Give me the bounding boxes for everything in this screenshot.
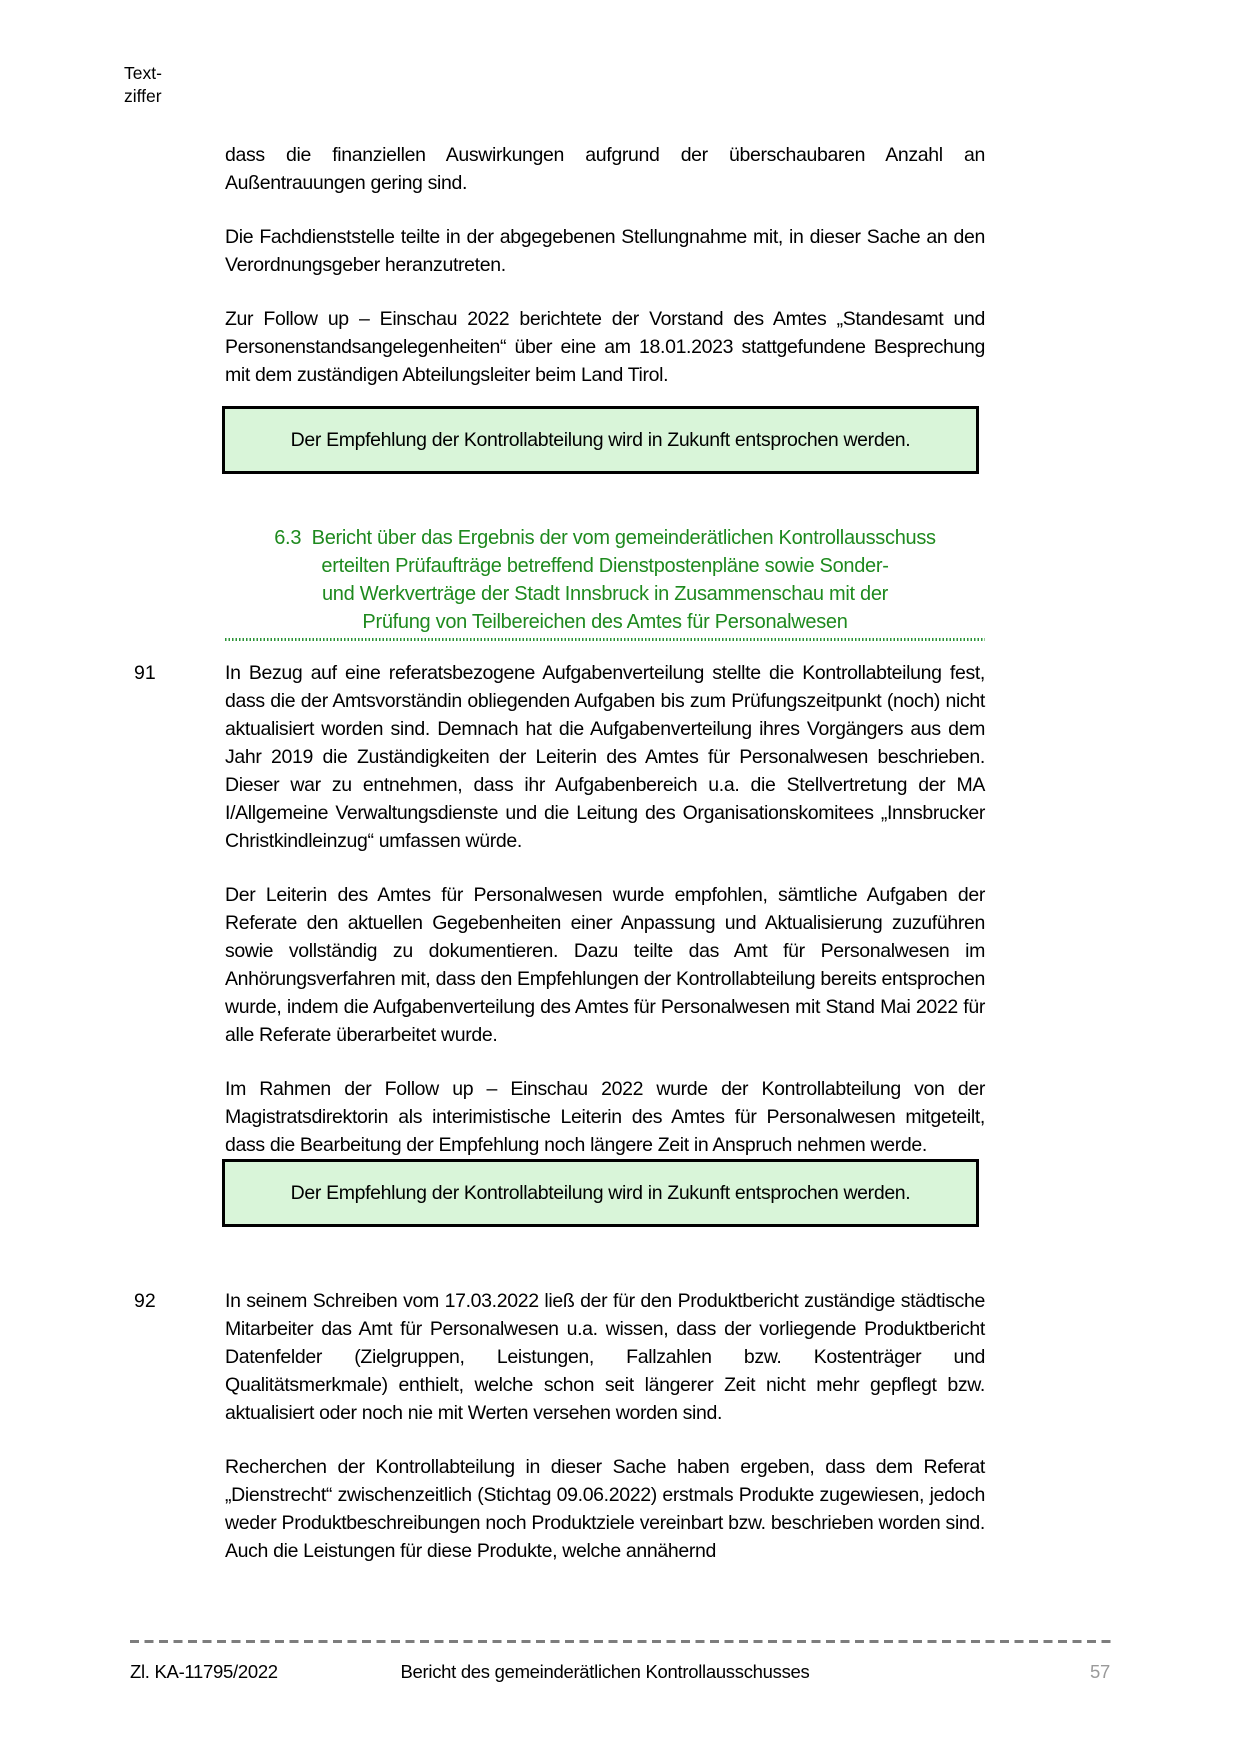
section-92-paragraph-2: Recherchen der Kontrollabteilung in dieser Sache haben ergeben, dass dem Referat „Dienstrecht“ zwischenzeitlich (Stichtag 09.06.2022) erstmals Produkte zugewiesen, jedoch weder Produktbeschreibungen noch Produktziele vereinbart bzw. beschrieben worden sind. Auch die Leistungen für diese Produkte, welche annähernd — [225, 1456, 985, 1562]
section-heading-6-3 — [225, 524, 985, 636]
intro-paragraph-1: dass die finanziellen Auswirkungen aufgrund der überschaubaren Anzahl an Außentrauungen gering sind. — [225, 144, 985, 194]
footer-dashed-divider — [130, 1640, 1113, 1643]
margin-label-line1: Text- — [124, 63, 162, 83]
textziffer-number-92: 92 — [134, 1290, 156, 1312]
page-footer — [130, 1658, 1113, 1686]
intro-paragraph-2: Die Fachdienststelle teilte in der abgegebenen Stellungnahme mit, in dieser Sache an den Verordnungsgeber heranzutreten. — [225, 226, 985, 276]
margin-column-label — [124, 62, 162, 108]
heading-line-3: und Werkverträge der Stadt Innsbruck in Zusammenschau mit der — [321, 583, 889, 605]
heading-line-1: 6.3 Bericht über das Ergebnis der vom gemeinderätlichen Kontrollausschuss — [274, 527, 936, 549]
section-91-paragraph-2: Der Leiterin des Amtes für Personalwesen wurde empfohlen, sämtliche Aufgaben der Referate den aktuellen Gegebenheiten einer Anpassung und Aktualisierung zuzuführen sowie vollständig zu dokumentieren. Dazu teilte das Amt für Personalwesen im Anhörungsverfahren mit, dass den Empfehlungen der Kontrollabteilung bereits entsprochen wurde, indem die Aufgabenverteilung des Amtes für Personalwesen mit Stand Mai 2022 für alle Referate überarbeitet wurde. — [225, 884, 985, 1046]
intro-paragraph-3: Zur Follow up – Einschau 2022 berichtete der Vorstand des Amtes „Standesamt und Personenstandsangelegenheiten“ über eine am 18.01.2023 stattgefundene Besprechung mit dem zuständigen Abteilungsleiter beim Land Tirol. — [225, 308, 985, 386]
footer-reference-number: Zl. KA-11795/2022 — [130, 1661, 278, 1682]
heading-line-2: erteilten Prüfaufträge betreffend Dienstpostenpläne sowie Sonder- — [321, 555, 889, 577]
margin-label-line2: ziffer — [124, 86, 162, 106]
footer-report-title: Bericht des gemeinderätlichen Kontrollausschusses — [400, 1661, 810, 1682]
heading-line-4: Prüfung von Teilbereichen des Amtes für Personalwesen — [362, 611, 848, 633]
heading-dotted-underline — [225, 638, 985, 641]
recommendation-box: Der Empfehlung der Kontrollabteilung wird in Zukunft entsprochen werden. — [222, 406, 979, 474]
section-92 — [134, 1287, 985, 1565]
section-91 — [134, 659, 985, 1159]
text-column — [134, 141, 985, 1565]
section-92-paragraph-1: In seinem Schreiben vom 17.03.2022 ließ der für den Produktbericht zuständige städtische Mitarbeiter das Amt für Personalwesen u.a. wissen, dass der vorliegende Produktbericht Datenfelder (Zielgruppen, Leistungen, Fallzahlen bzw. Kostenträger und Qualitätsmerkmale) enthielt, welche schon seit längerer Zeit nicht mehr gepflegt bzw. aktualisiert oder noch nie mit Werten versehen worden sind. — [225, 1290, 985, 1424]
section-91-paragraph-3: Im Rahmen der Follow up – Einschau 2022 wurde der Kontrollabteilung von der Magistratsdirektorin als interimistische Leiterin des Amtes für Personalwesen mitgeteilt, dass die Bearbeitung der Empfehlung noch längere Zeit in Anspruch nehmen werde. — [225, 1078, 985, 1156]
recommendation-box-2: Der Empfehlung der Kontrollabteilung wird in Zukunft entsprochen werden. — [222, 1159, 979, 1227]
footer-page-number: 57 — [1090, 1661, 1110, 1682]
section-91-paragraph-1: In Bezug auf eine referatsbezogene Aufgabenverteilung stellte die Kontrollabteilung fest, dass die der Amtsvorständin obliegenden Aufgaben bis zum Prüfungszeitpunkt (noch) nicht aktualisiert worden sind. Demnach hat die Aufgabenverteilung ihres Vorgängers aus dem Jahr 2019 die Zuständigkeiten der Leiterin des Amtes für Personalwesen beschrieben. Dieser war zu entnehmen, dass ihr Aufgabenbereich u.a. die Stellvertretung der MA I/Allgemeine Verwaltungsdienste und die Leitung des Organisationskomitees „Innsbrucker Christkindleinzug“ umfassen würde. — [225, 662, 985, 852]
textziffer-number-91: 91 — [134, 662, 156, 684]
